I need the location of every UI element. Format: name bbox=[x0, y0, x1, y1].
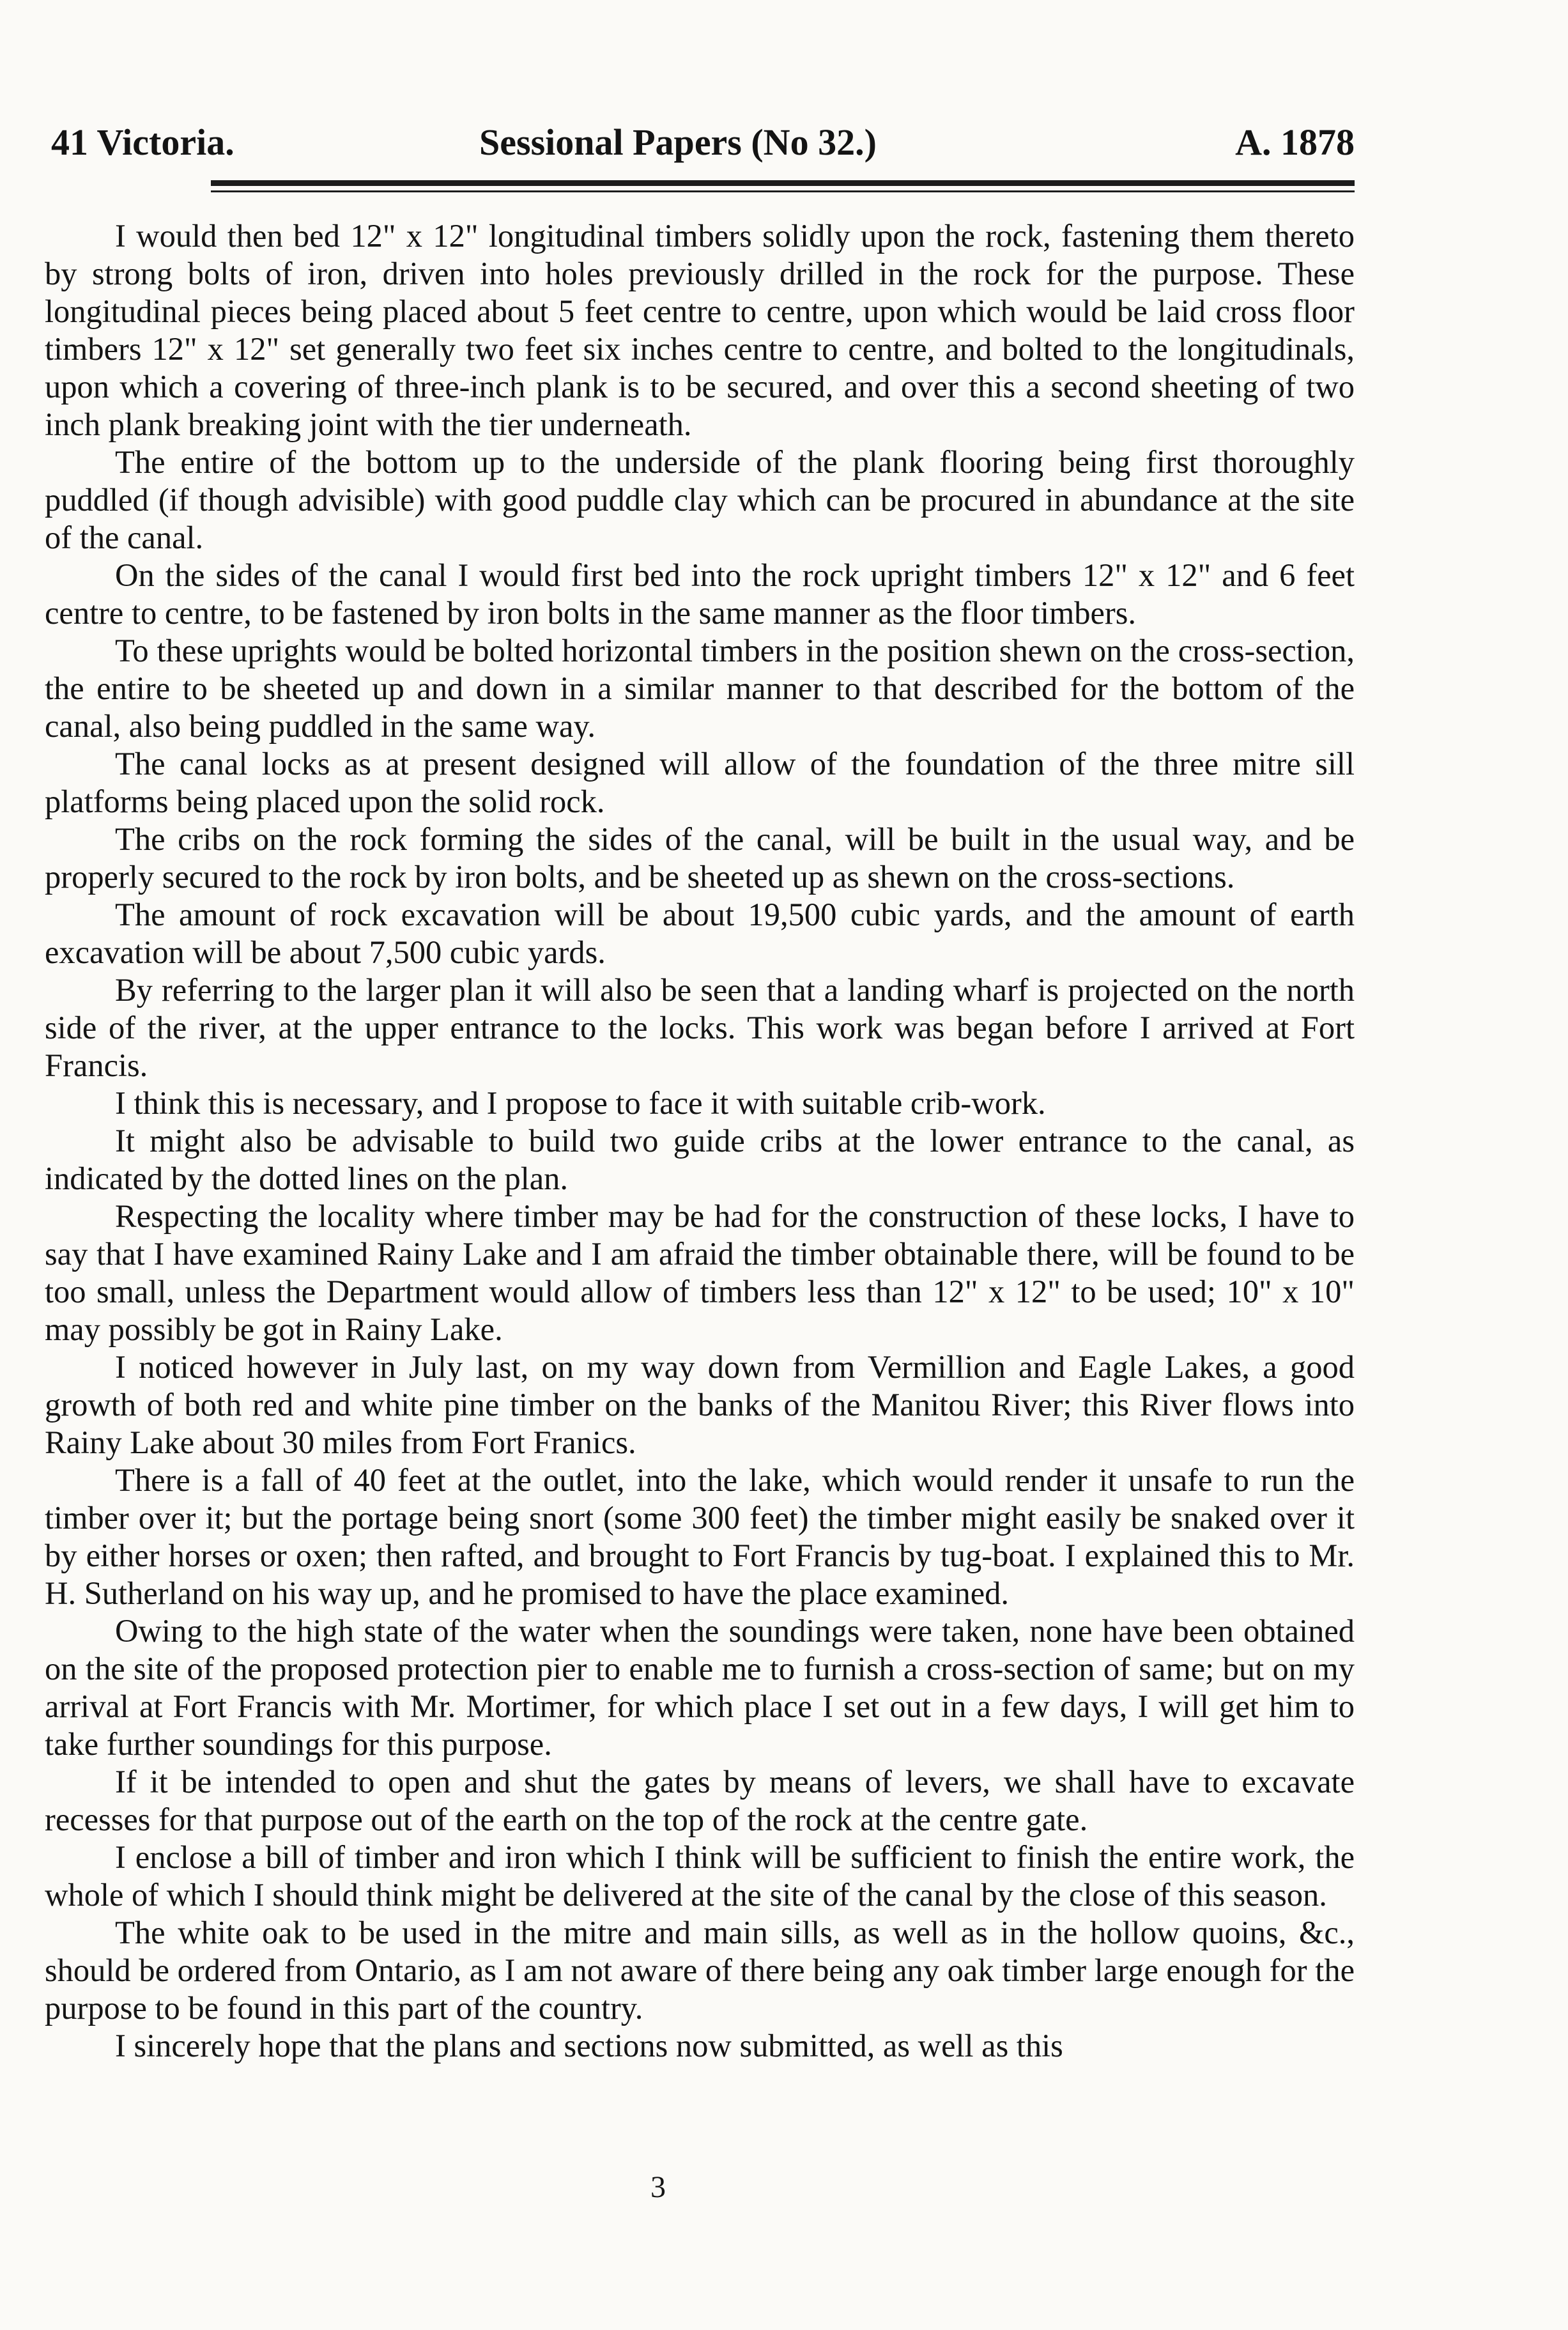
paragraph: To these uprights would be bolted horizontal timbers in the position shewn on the cross-section, the entire to be sheeted up and down in a similar manner to that described for the bottom of the canal, also being puddled in the same way. bbox=[45, 633, 1355, 744]
paragraph: It might also be advisable to build two guide cribs at the lower entrance to the canal, as indicated by the dotted lines on the plan. bbox=[45, 1123, 1355, 1196]
paragraph: There is a fall of 40 feet at the outlet, into the lake, which would render it unsafe to run the timber over it; but the portage being snort (some 300 feet) the timber might easily be snaked over it by either horses or oxen; then rafted, and brought to Fort Francis by tug-boat. I explained this to Mr. H. Sutherland on his way up, and he promised to have the place examined. bbox=[45, 1462, 1355, 1611]
paragraph: On the sides of the canal I would first bed into the rock upright timbers 12" x 12" and 6 feet centre to centre, to be fastened by iron bolts in the same manner as the floor timbers. bbox=[45, 557, 1355, 631]
running-header bbox=[38, 114, 1355, 171]
paragraph: I enclose a bill of timber and iron which I think will be sufficient to finish the entire work, the whole of which I should think might be delivered at the site of the canal by the close of this season. bbox=[45, 1839, 1355, 1913]
paragraph: I would then bed 12" x 12" longitudinal timbers solidly upon the rock, fastening them thereto by strong bolts of iron, driven into holes previously drilled in the rock for the purpose. These longitudinal pieces being placed about 5 feet centre to centre, upon which would be laid cross floor timbers 12" x 12" set generally two feet six inches centre to centre, and bolted to the longitudinals, upon which a covering of three-inch plank is to be secured, and over this a second sheeting of two inch plank breaking joint with the tier underneath. bbox=[45, 218, 1355, 442]
paragraph: The amount of rock excavation will be about 19,500 cubic yards, and the amount of earth excavation will be about 7,500 cubic yards. bbox=[45, 897, 1355, 970]
paragraph: I think this is necessary, and I propose to face it with suitable crib-work. bbox=[115, 1085, 1046, 1121]
header-title: Sessional Papers (No 32.) bbox=[479, 121, 877, 163]
paragraph: The entire of the bottom up to the underside of the plank flooring being first thoroughly puddled (if though advisible) with good puddle clay which can be procured in abundance at the site of the canal. bbox=[45, 444, 1355, 555]
paragraph: The canal locks as at present designed will allow of the foundation of the three mitre sill platforms being placed upon the solid rock. bbox=[45, 746, 1355, 819]
paragraph: If it be intended to open and shut the gates by means of levers, we shall have to excavate recesses for that purpose out of the earth on the top of the rock at the centre gate. bbox=[45, 1764, 1355, 1837]
page-number: 3 bbox=[650, 2170, 666, 2204]
document-body bbox=[45, 217, 1355, 2065]
paragraph: Respecting the locality where timber may be had for the construction of these locks, I have to say that I have examined Rainy Lake and I am afraid the timber obtainable there, will be found to be too small, unless the Department would allow of timbers less than 12" x 12" to be used; 10" x 10" may possibly be got in Rainy Lake. bbox=[45, 1198, 1355, 1347]
header-session: 41 Victoria. bbox=[51, 121, 234, 163]
header-rule-thick bbox=[211, 180, 1355, 186]
paragraph: I sincerely hope that the plans and sections now submitted, as well as this bbox=[115, 2028, 1063, 2064]
header-rule-thin bbox=[211, 190, 1355, 192]
paragraph: The white oak to be used in the mitre and main sills, as well as in the hollow quoins, &c., should be ordered from Ontario, as I am not aware of there being any oak timber large enough for the purpose to be found in this part of the country. bbox=[45, 1915, 1355, 2026]
header-year: A. 1878 bbox=[1235, 121, 1355, 163]
paragraph: By referring to the larger plan it will also be seen that a landing wharf is projected on the north side of the river, at the upper entrance to the locks. This work was began before I arrived at Fort Francis. bbox=[45, 972, 1355, 1083]
paragraph: Owing to the high state of the water when the soundings were taken, none have been obtained on the site of the proposed protection pier to enable me to furnish a cross-section of same; but on my arrival at Fort Francis with Mr. Mortimer, for which place I set out in a few days, I will get him to take further soundings for this purpose. bbox=[45, 1613, 1355, 1762]
paragraph: I noticed however in July last, on my way down from Vermillion and Eagle Lakes, a good growth of both red and white pine timber on the banks of the Manitou River; this River flows into Rainy Lake about 30 miles from Fort Franics. bbox=[45, 1349, 1355, 1460]
paragraph: The cribs on the rock forming the sides of the canal, will be built in the usual way, and be properly secured to the rock by iron bolts, and be sheeted up as shewn on the cross-sections. bbox=[45, 821, 1355, 895]
